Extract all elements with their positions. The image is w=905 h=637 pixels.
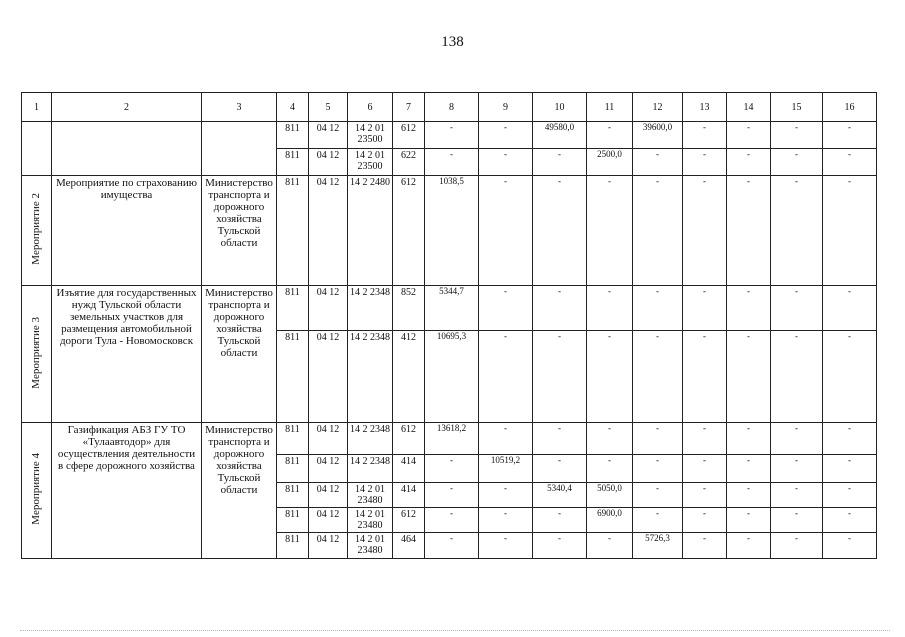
cell-target-article: 14 2 01 23480 bbox=[348, 533, 393, 559]
column-header: 2 bbox=[52, 93, 202, 122]
cell-value: - bbox=[533, 423, 587, 455]
cell-target-article: 14 2 2348 bbox=[348, 455, 393, 483]
cell-value: - bbox=[633, 455, 683, 483]
cell-value: 5344,7 bbox=[425, 286, 479, 331]
event-label-cell bbox=[22, 286, 52, 423]
cell-value: - bbox=[771, 122, 823, 149]
cell-value: - bbox=[587, 455, 633, 483]
cell-value: - bbox=[771, 483, 823, 508]
cell-value: - bbox=[727, 455, 771, 483]
cell-value: - bbox=[823, 286, 877, 331]
cell-value: - bbox=[587, 423, 633, 455]
cell-value: - bbox=[727, 149, 771, 176]
cell-value: - bbox=[823, 483, 877, 508]
cell-grbs: 811 bbox=[277, 455, 309, 483]
cell-value: - bbox=[633, 483, 683, 508]
cell-value: - bbox=[633, 149, 683, 176]
column-header: 3 bbox=[202, 93, 277, 122]
cell-value: - bbox=[771, 176, 823, 286]
cell-section: 04 12 bbox=[309, 286, 348, 331]
cell-value: - bbox=[587, 331, 633, 423]
cell-value: 5726,3 bbox=[633, 533, 683, 559]
event-org: Министерство транспорта и дорожного хозяйства Тульской области bbox=[202, 423, 277, 559]
table-row bbox=[22, 423, 877, 455]
cell-value: 10519,2 bbox=[479, 455, 533, 483]
column-header: 6 bbox=[348, 93, 393, 122]
cell-value: - bbox=[479, 508, 533, 533]
cell-value: - bbox=[533, 286, 587, 331]
cell-value: - bbox=[479, 176, 533, 286]
cell-value: - bbox=[683, 533, 727, 559]
cell-value: 5340,4 bbox=[533, 483, 587, 508]
cell-expense-type: 612 bbox=[393, 508, 425, 533]
cell-value: - bbox=[479, 149, 533, 176]
event-label: Мероприятие 4 bbox=[30, 453, 43, 525]
cell-value: - bbox=[587, 286, 633, 331]
cell-value: - bbox=[683, 149, 727, 176]
cell-value: - bbox=[823, 331, 877, 423]
cell-value: - bbox=[633, 176, 683, 286]
cell-value: - bbox=[727, 122, 771, 149]
cell-value: - bbox=[771, 455, 823, 483]
cell-value: - bbox=[479, 423, 533, 455]
cell-grbs: 811 bbox=[277, 483, 309, 508]
cell-value: - bbox=[479, 122, 533, 149]
cell-value: - bbox=[533, 508, 587, 533]
cell-value: - bbox=[425, 149, 479, 176]
cell-grbs: 811 bbox=[277, 533, 309, 559]
cell-section: 04 12 bbox=[309, 483, 348, 508]
cell-section: 04 12 bbox=[309, 331, 348, 423]
column-header: 10 bbox=[533, 93, 587, 122]
event-name: Мероприятие по страхованию имущества bbox=[52, 176, 202, 286]
column-header: 5 bbox=[309, 93, 348, 122]
cell-value: - bbox=[823, 533, 877, 559]
cell-value: 5050,0 bbox=[587, 483, 633, 508]
event-org: Министерство транспорта и дорожного хозяйства Тульской области bbox=[202, 286, 277, 423]
scan-edge bbox=[20, 630, 890, 633]
cell-value: - bbox=[587, 122, 633, 149]
event-label: Мероприятие 2 bbox=[30, 193, 43, 265]
cell-value: - bbox=[727, 423, 771, 455]
cell-target-article: 14 2 2348 bbox=[348, 286, 393, 331]
event-name: Газификация АБЗ ГУ ТО «Тулаавтодор» для осуществления деятельности в сфере дорожного хозяйства bbox=[52, 423, 202, 559]
table-row bbox=[22, 176, 877, 286]
cell-target-article: 14 2 2348 bbox=[348, 331, 393, 423]
cell-expense-type: 612 bbox=[393, 122, 425, 149]
cell-value: - bbox=[633, 331, 683, 423]
cell-value: - bbox=[533, 533, 587, 559]
cell-target-article: 14 2 2480 bbox=[348, 176, 393, 286]
cell-value: - bbox=[771, 286, 823, 331]
cell-value: - bbox=[727, 176, 771, 286]
cell-value: - bbox=[479, 533, 533, 559]
cell-grbs: 811 bbox=[277, 508, 309, 533]
cell-value: - bbox=[633, 423, 683, 455]
cell-section: 04 12 bbox=[309, 176, 348, 286]
empty-cell bbox=[52, 122, 202, 176]
budget-table bbox=[21, 92, 877, 559]
cell-value: - bbox=[479, 331, 533, 423]
cell-value: 2500,0 bbox=[587, 149, 633, 176]
cell-value: 6900,0 bbox=[587, 508, 633, 533]
cell-value: - bbox=[727, 508, 771, 533]
cell-grbs: 811 bbox=[277, 122, 309, 149]
cell-value: - bbox=[479, 286, 533, 331]
empty-cell bbox=[202, 122, 277, 176]
column-header: 13 bbox=[683, 93, 727, 122]
cell-target-article: 14 2 01 23480 bbox=[348, 508, 393, 533]
cell-target-article: 14 2 01 23480 bbox=[348, 483, 393, 508]
event-label-cell bbox=[22, 176, 52, 286]
cell-value: - bbox=[533, 455, 587, 483]
cell-value: - bbox=[683, 423, 727, 455]
event-name: Изъятие для государственных нужд Тульской области земельных участков для размещения автомобильной дороги Тула - Новомосковск bbox=[52, 286, 202, 423]
column-header: 9 bbox=[479, 93, 533, 122]
cell-expense-type: 612 bbox=[393, 423, 425, 455]
cell-value: - bbox=[533, 176, 587, 286]
column-header: 14 bbox=[727, 93, 771, 122]
cell-expense-type: 852 bbox=[393, 286, 425, 331]
cell-value: - bbox=[727, 483, 771, 508]
cell-value: - bbox=[771, 331, 823, 423]
cell-value: - bbox=[633, 508, 683, 533]
cell-target-article: 14 2 2348 bbox=[348, 423, 393, 455]
cell-value: - bbox=[533, 149, 587, 176]
cell-value: 10695,3 bbox=[425, 331, 479, 423]
cell-target-article: 14 2 01 23500 bbox=[348, 122, 393, 149]
cell-section: 04 12 bbox=[309, 423, 348, 455]
cell-value: - bbox=[633, 286, 683, 331]
column-header: 16 bbox=[823, 93, 877, 122]
event-org: Министерство транспорта и дорожного хозяйства Тульской области bbox=[202, 176, 277, 286]
cell-value: - bbox=[823, 149, 877, 176]
cell-value: - bbox=[425, 533, 479, 559]
cell-value: - bbox=[771, 149, 823, 176]
cell-value: - bbox=[425, 455, 479, 483]
cell-value: - bbox=[683, 331, 727, 423]
event-label-cell bbox=[22, 423, 52, 559]
cell-value: - bbox=[479, 483, 533, 508]
cell-section: 04 12 bbox=[309, 122, 348, 149]
table-row bbox=[22, 122, 877, 149]
cell-grbs: 811 bbox=[277, 423, 309, 455]
cell-value: - bbox=[683, 508, 727, 533]
cell-value: - bbox=[587, 176, 633, 286]
column-header: 12 bbox=[633, 93, 683, 122]
cell-expense-type: 464 bbox=[393, 533, 425, 559]
cell-value: - bbox=[683, 286, 727, 331]
cell-grbs: 811 bbox=[277, 331, 309, 423]
cell-expense-type: 414 bbox=[393, 455, 425, 483]
cell-grbs: 811 bbox=[277, 286, 309, 331]
cell-value: 13618,2 bbox=[425, 423, 479, 455]
table-row bbox=[22, 286, 877, 331]
cell-value: - bbox=[823, 423, 877, 455]
cell-value: 1038,5 bbox=[425, 176, 479, 286]
header-row bbox=[22, 93, 877, 122]
cell-value: - bbox=[727, 331, 771, 423]
cell-target-article: 14 2 01 23500 bbox=[348, 149, 393, 176]
cell-section: 04 12 bbox=[309, 149, 348, 176]
cell-value: - bbox=[727, 286, 771, 331]
column-header: 1 bbox=[22, 93, 52, 122]
cell-value: - bbox=[727, 533, 771, 559]
cell-value: - bbox=[771, 423, 823, 455]
cell-value: - bbox=[683, 176, 727, 286]
cell-expense-type: 414 bbox=[393, 483, 425, 508]
cell-value: 49580,0 bbox=[533, 122, 587, 149]
cell-expense-type: 622 bbox=[393, 149, 425, 176]
cell-value: - bbox=[425, 508, 479, 533]
column-header: 7 bbox=[393, 93, 425, 122]
cell-value: - bbox=[823, 122, 877, 149]
cell-value: - bbox=[425, 122, 479, 149]
cell-section: 04 12 bbox=[309, 455, 348, 483]
empty-cell bbox=[22, 122, 52, 176]
cell-value: - bbox=[683, 122, 727, 149]
cell-section: 04 12 bbox=[309, 533, 348, 559]
cell-value: - bbox=[533, 331, 587, 423]
column-header: 4 bbox=[277, 93, 309, 122]
cell-value: - bbox=[587, 533, 633, 559]
page-number: 138 bbox=[441, 34, 464, 50]
cell-expense-type: 612 bbox=[393, 176, 425, 286]
cell-value: - bbox=[771, 533, 823, 559]
column-header: 15 bbox=[771, 93, 823, 122]
cell-grbs: 811 bbox=[277, 176, 309, 286]
cell-value: - bbox=[823, 508, 877, 533]
cell-value: - bbox=[771, 508, 823, 533]
cell-section: 04 12 bbox=[309, 508, 348, 533]
event-label: Мероприятие 3 bbox=[30, 316, 43, 389]
cell-value: - bbox=[683, 455, 727, 483]
cell-expense-type: 412 bbox=[393, 331, 425, 423]
column-header: 11 bbox=[587, 93, 633, 122]
cell-value: - bbox=[683, 483, 727, 508]
cell-value: - bbox=[425, 483, 479, 508]
cell-grbs: 811 bbox=[277, 149, 309, 176]
cell-value: 39600,0 bbox=[633, 122, 683, 149]
cell-value: - bbox=[823, 455, 877, 483]
cell-value: - bbox=[823, 176, 877, 286]
column-header: 8 bbox=[425, 93, 479, 122]
